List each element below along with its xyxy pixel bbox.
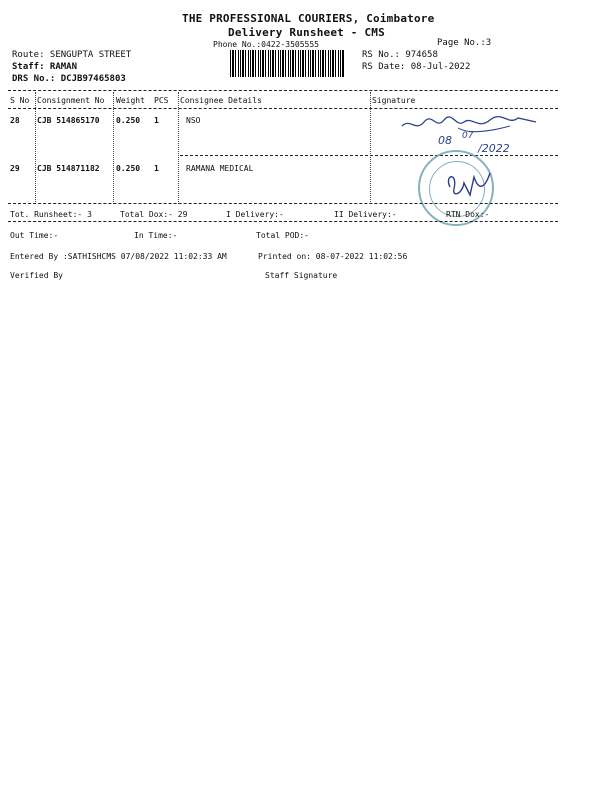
row-2-weight: 0.250: [116, 164, 141, 173]
divider-top: [8, 90, 558, 91]
ii-delivery: II Delivery:-: [334, 210, 397, 219]
row-1-sno: 28: [10, 116, 20, 125]
svg-text:/2022: /2022: [478, 142, 510, 155]
row-1-weight: 0.250: [116, 116, 141, 125]
total-pod: Total POD:-: [256, 231, 309, 240]
divider-row-1: [180, 155, 558, 156]
divider-rows-end: [8, 203, 558, 204]
col-sep-2: [113, 92, 114, 204]
phone-number: Phone No.:0422-3505555: [213, 40, 319, 49]
col-sep-4: [370, 92, 371, 204]
row-1-pcs: 1: [154, 116, 159, 125]
divider-totals: [8, 221, 558, 222]
entered-by: Entered By :SATHISHCMS 07/08/2022 11:02:33 AM: [10, 252, 227, 261]
svg-text:07: 07: [462, 131, 474, 141]
col-sno: S No: [10, 96, 30, 105]
row-2-signature: [440, 165, 500, 205]
total-runsheet: Tot. Runsheet:- 3: [10, 210, 92, 219]
col-consignee: Consignee Details: [180, 96, 262, 105]
company-title: THE PROFESSIONAL COURIERS, Coimbatore: [182, 12, 435, 25]
drs-number: DRS No.: DCJB97465803: [12, 74, 126, 84]
staff-signature-label: Staff Signature: [265, 271, 338, 280]
col-signature: Signature: [372, 96, 416, 105]
row-1-consignee: NSO: [186, 116, 201, 125]
col-sep-1: [35, 92, 36, 204]
document-subtitle: Delivery Runsheet - CMS: [228, 26, 385, 39]
route-label: Route: SENGUPTA STREET: [12, 50, 132, 60]
row-2-consignment: CJB 514871182: [37, 164, 100, 173]
row-2-pcs: 1: [154, 164, 159, 173]
col-pcs: PCS: [154, 96, 169, 105]
verified-by: Verified By: [10, 271, 63, 280]
row-2-sno: 29: [10, 164, 20, 173]
page-number: Page No.:3: [437, 38, 492, 48]
rs-number: RS No.: 974658: [362, 50, 438, 60]
rs-date: RS Date: 08-Jul-2022: [362, 62, 471, 72]
barcode: [230, 50, 345, 77]
rtn-dox: RTN Dox:-: [446, 210, 490, 219]
col-weight: Weight: [116, 96, 145, 105]
out-time: Out Time:-: [10, 231, 59, 240]
i-delivery: I Delivery:-: [226, 210, 284, 219]
col-consignment: Consignment No: [37, 96, 105, 105]
row-1-signature: [398, 108, 543, 158]
total-dox: Total Dox:- 29: [120, 210, 188, 219]
staff-label: Staff: RAMAN: [12, 62, 78, 72]
col-sep-3: [178, 92, 179, 204]
printed-on: Printed on: 08-07-2022 11:02:56: [258, 252, 408, 261]
row-1-consignment: CJB 514865170: [37, 116, 100, 125]
svg-text:08: 08: [438, 134, 452, 147]
row-2-consignee: RAMANA MEDICAL: [186, 164, 254, 173]
in-time: In Time:-: [134, 231, 178, 240]
